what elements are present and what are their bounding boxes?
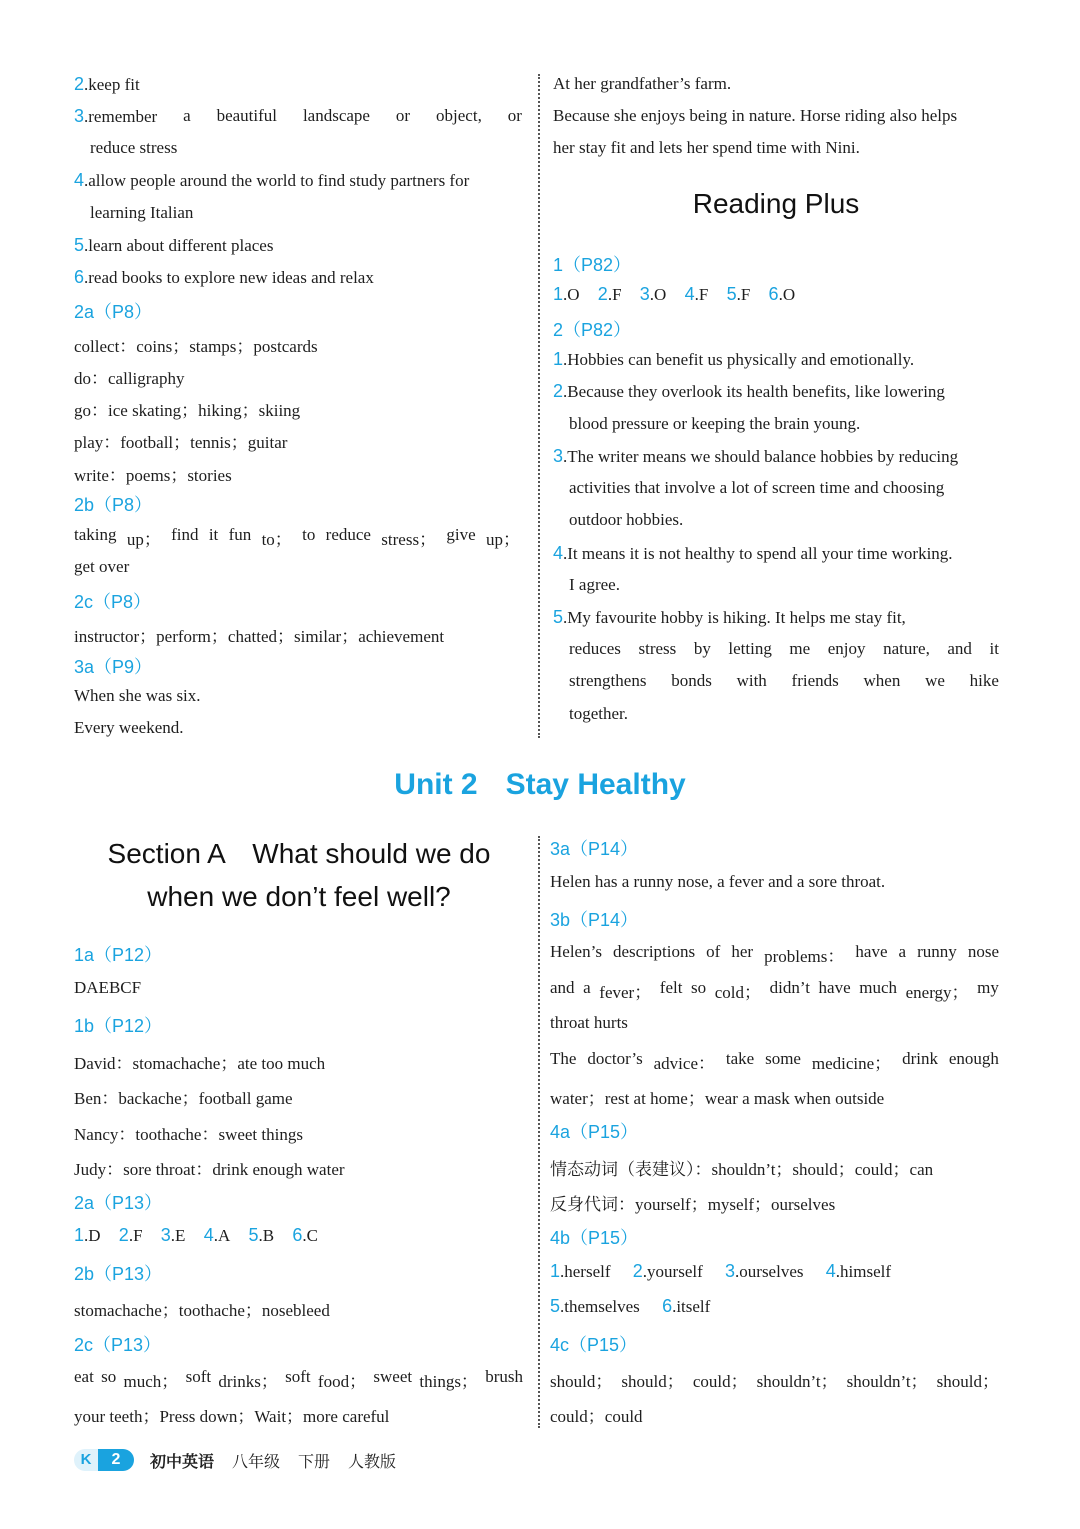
word: energy； xyxy=(905,983,969,1002)
item-number: 3 xyxy=(553,446,564,466)
answer-value: .F xyxy=(694,285,709,304)
answer-value: .itself xyxy=(672,1297,711,1316)
word: advice： xyxy=(653,1054,715,1073)
word: with xyxy=(736,671,767,690)
word: or xyxy=(395,106,411,125)
page-footer xyxy=(74,1447,414,1473)
answer-continuation xyxy=(569,671,999,691)
item-number: 2 xyxy=(118,1225,129,1245)
answer-line xyxy=(74,106,522,127)
word: drink xyxy=(902,1049,938,1068)
answer-continuation: get over xyxy=(74,557,130,576)
word: to xyxy=(302,525,316,544)
word: find xyxy=(171,525,199,544)
answer-line xyxy=(550,942,999,967)
answer-line: Helen has a runny nose, a fever and a sore throat. xyxy=(550,872,886,891)
item-number: 6 xyxy=(74,267,85,287)
section-heading-line: when we don’t feel well? xyxy=(147,881,451,912)
book-logo-letter: K xyxy=(74,1449,98,1471)
word: soft xyxy=(285,1367,311,1386)
unit-name: Stay Healthy xyxy=(505,768,686,801)
item-number: 4 xyxy=(74,170,85,190)
word: should； xyxy=(621,1372,684,1391)
answer-continuation: together. xyxy=(569,704,629,723)
answer-line: water；rest at home；wear a mask when outside xyxy=(550,1089,885,1108)
section-label-3a: 3a（P14） xyxy=(550,839,639,859)
word: give xyxy=(446,525,476,544)
item-number: 1 xyxy=(74,1225,85,1245)
answer-text: .learn about different places xyxy=(84,236,274,255)
item-number: 6 xyxy=(662,1296,673,1316)
word: stress xyxy=(638,639,677,658)
answer-value: .B xyxy=(258,1226,275,1245)
answer-continuation: activities that involve a lot of screen time and choosing xyxy=(569,478,945,497)
word: enough xyxy=(948,1049,999,1068)
item-number: 5 xyxy=(553,607,564,627)
section-label-1: 1（P82） xyxy=(553,255,632,275)
word: object, xyxy=(436,106,482,125)
answer-item xyxy=(769,285,796,304)
answer-row xyxy=(550,1296,710,1317)
answer-line: When she was six. xyxy=(74,686,201,705)
word: much xyxy=(859,978,898,997)
answer-item xyxy=(553,285,580,304)
answer-continuation: could；could xyxy=(550,1407,643,1426)
section-label-3b: 3b（P14） xyxy=(550,910,639,930)
word: felt xyxy=(659,978,683,997)
answer-line: collect：coins；stamps；postcards xyxy=(74,337,318,356)
word: or xyxy=(507,106,522,125)
word: have xyxy=(855,942,888,961)
item-number: 4 xyxy=(684,284,695,304)
section-label-4b: 4b（P15） xyxy=(550,1228,639,1248)
word: shouldn’t； xyxy=(846,1372,928,1391)
answer-text: .The writer means we should balance hobbies by reducing xyxy=(563,447,959,466)
answer-text: .My favourite hobby is hiking. It helps me stay fit, xyxy=(563,608,906,627)
column-divider-bottom xyxy=(538,836,540,1428)
word: up； xyxy=(485,530,520,549)
word: things； xyxy=(419,1372,478,1391)
word: of xyxy=(706,942,721,961)
answer-line: Because she enjoys being in nature. Horse riding also helps xyxy=(553,106,958,125)
section-label-2b: 2b（P13） xyxy=(74,1264,163,1284)
word: enjoy xyxy=(827,639,866,658)
answer-line: instructor；perform；chatted；similar；achievement xyxy=(74,627,445,646)
answer-value: .yourself xyxy=(642,1262,703,1281)
word: much； xyxy=(123,1372,179,1391)
answer-line xyxy=(553,543,953,564)
answer-line xyxy=(74,525,520,550)
answer-line: do：calligraphy xyxy=(74,369,185,388)
answer-line: her stay fit and lets her spend time with Nini. xyxy=(553,138,860,157)
answer-item xyxy=(161,1226,186,1245)
column-divider-top xyxy=(538,74,540,738)
word: taking xyxy=(74,525,117,544)
answer-value: .F xyxy=(607,285,622,304)
answer-text: .keep fit xyxy=(84,75,140,94)
answer-line xyxy=(550,1049,999,1074)
item-number: 1 xyxy=(553,284,564,304)
answer-value: .O xyxy=(778,285,796,304)
word: strengthens xyxy=(569,671,647,690)
answer-line xyxy=(74,74,140,95)
answer-line: Judy：sore throat：drink enough water xyxy=(74,1160,345,1179)
answer-line xyxy=(74,170,469,191)
section-label-2a: 2a（P13） xyxy=(74,1193,163,1213)
answer-line xyxy=(550,978,999,1003)
answer-line xyxy=(550,1367,999,1392)
answer-line xyxy=(74,1367,523,1392)
item-number: 4 xyxy=(553,543,564,563)
word: hike xyxy=(969,671,999,690)
word: a xyxy=(898,942,907,961)
answer-line xyxy=(553,607,906,628)
word: when xyxy=(863,671,901,690)
section-label-2a: 2a（P8） xyxy=(74,302,153,322)
answer-text: .Hobbies can benefit us physically and emotionally. xyxy=(563,350,915,369)
answer-item xyxy=(598,285,622,304)
answer-item xyxy=(74,1226,101,1245)
item-number: 2 xyxy=(74,74,85,94)
answer-line: At her grandfather’s farm. xyxy=(553,74,732,93)
word: The xyxy=(550,1049,577,1068)
answer-item xyxy=(248,1226,274,1245)
word: food； xyxy=(317,1372,367,1391)
answer-line: throat hurts xyxy=(550,1013,628,1032)
item-number: 6 xyxy=(292,1225,303,1245)
answer-line: Ben：backache；football game xyxy=(74,1089,293,1108)
item-number: 5 xyxy=(726,284,737,304)
word: Helen’s xyxy=(550,942,602,961)
item-number: 2 xyxy=(632,1261,643,1281)
item-number: 3 xyxy=(725,1261,736,1281)
item-number: 5 xyxy=(74,235,85,255)
answer-item xyxy=(204,1226,231,1245)
answer-value: .A xyxy=(213,1226,231,1245)
answer-item xyxy=(826,1262,891,1281)
word: it xyxy=(208,525,219,544)
word: some xyxy=(765,1049,801,1068)
word: fun xyxy=(228,525,252,544)
word: didn’t xyxy=(769,978,810,997)
answer-line: Every weekend. xyxy=(74,718,184,737)
item-number: 4 xyxy=(825,1261,836,1281)
word: take xyxy=(725,1049,755,1068)
footer-grade: 八年级 xyxy=(232,1451,281,1471)
answer-value: .themselves xyxy=(560,1297,640,1316)
item-number: 6 xyxy=(768,284,779,304)
word: bonds xyxy=(671,671,712,690)
answer-text: .allow people around the world to find study partners for xyxy=(84,171,470,190)
word: problems： xyxy=(764,947,845,966)
answer-item xyxy=(292,1226,318,1245)
word: should； xyxy=(550,1372,613,1391)
answer-text: .It means it is not healthy to spend all your time working. xyxy=(563,544,953,563)
section-label-2c: 2c（P8） xyxy=(74,592,152,612)
word: up； xyxy=(126,530,161,549)
section-label-4a: 4a（P15） xyxy=(550,1122,639,1142)
answer-value: .F xyxy=(128,1226,143,1245)
footer-edition: 人教版 xyxy=(348,1451,397,1471)
answer-item xyxy=(725,1262,803,1281)
word: friends xyxy=(791,671,839,690)
answer-line: DAEBCF xyxy=(74,978,142,997)
item-number: 1 xyxy=(553,349,564,369)
word: sweet xyxy=(373,1367,413,1386)
section-heading-line: Section A What should we do xyxy=(107,838,491,869)
word: brush xyxy=(485,1367,523,1386)
word: by xyxy=(693,639,711,658)
answer-line: Nancy：toothache：sweet things xyxy=(74,1125,303,1144)
answer-item xyxy=(119,1226,143,1245)
word: a xyxy=(583,978,591,997)
answer-line: 情态动词（表建议）：shouldn’t；should；could；can xyxy=(550,1160,934,1179)
word: eat xyxy=(74,1367,94,1386)
answer-value: .himself xyxy=(835,1262,892,1281)
section-label-3a: 3a（P9） xyxy=(74,657,153,677)
answer-continuation: blood pressure or keeping the brain young. xyxy=(569,414,861,433)
word: runny xyxy=(917,942,957,961)
item-number: 3 xyxy=(160,1225,171,1245)
word: a xyxy=(183,106,191,125)
word: fever； xyxy=(599,983,652,1002)
answer-continuation xyxy=(569,639,999,659)
answer-text: .read books to explore new ideas and relax xyxy=(84,268,374,287)
word: drinks； xyxy=(218,1372,278,1391)
word: nature, xyxy=(883,639,930,658)
word: to； xyxy=(261,530,292,549)
answer-value: .ourselves xyxy=(735,1262,804,1281)
answer-item xyxy=(727,285,751,304)
answer-item xyxy=(550,1262,611,1281)
page-badge xyxy=(74,1449,134,1471)
unit-title xyxy=(0,768,1080,802)
answer-line: stomachache；toothache；nosebleed xyxy=(74,1301,330,1320)
answer-continuation: I agree. xyxy=(569,575,620,594)
word: beautiful xyxy=(216,106,278,125)
answer-line: write：poems；stories xyxy=(74,466,232,485)
word: her xyxy=(731,942,754,961)
answer-item xyxy=(550,1297,640,1316)
word: we xyxy=(925,671,945,690)
answer-continuation: outdoor hobbies. xyxy=(569,510,684,529)
word: reduce xyxy=(325,525,371,544)
item-number: 3 xyxy=(639,284,650,304)
answer-item xyxy=(640,285,667,304)
footer-subject: 初中英语 xyxy=(150,1451,215,1471)
item-number: 5 xyxy=(248,1225,259,1245)
word: my xyxy=(977,978,999,997)
section-label-2c: 2c（P13） xyxy=(74,1335,162,1355)
answer-value: .herself xyxy=(560,1262,611,1281)
answer-line: 反身代词：yourself；myself；ourselves xyxy=(550,1195,836,1214)
answer-line: David：stomachache；ate too much xyxy=(74,1054,326,1073)
word: doctor’s xyxy=(587,1049,643,1068)
word: soft xyxy=(185,1367,212,1386)
answer-line xyxy=(553,349,914,370)
word: .remember xyxy=(84,107,158,126)
word: reduces xyxy=(569,639,621,658)
answer-value: .F xyxy=(736,285,751,304)
footer-volume: 下册 xyxy=(298,1451,331,1471)
answer-continuation: your teeth；Press down；Wait；more careful xyxy=(74,1407,390,1426)
word: so xyxy=(101,1367,117,1386)
answer-line xyxy=(74,235,273,256)
word: and xyxy=(550,978,575,997)
word: it xyxy=(989,639,999,658)
word: so xyxy=(691,978,707,997)
answer-row xyxy=(553,284,809,305)
word: landscape xyxy=(302,106,370,125)
word: cold； xyxy=(714,983,762,1002)
section-label-1b: 1b（P12） xyxy=(74,1016,163,1036)
answer-row xyxy=(74,1225,332,1246)
section-label-2: 2（P82） xyxy=(553,320,632,340)
answer-value: .D xyxy=(84,1226,101,1245)
word: stress； xyxy=(381,530,437,549)
item-number: 4 xyxy=(203,1225,214,1245)
item-number: 2 xyxy=(597,284,608,304)
item-number: 3 xyxy=(74,106,85,126)
word: and xyxy=(947,639,972,658)
answer-item xyxy=(633,1262,703,1281)
section-label-4c: 4c（P15） xyxy=(550,1335,638,1355)
item-number: 2 xyxy=(553,381,564,401)
word: medicine； xyxy=(811,1054,892,1073)
word: could； xyxy=(692,1372,748,1391)
answer-line: go：ice skating；hiking；skiing xyxy=(74,401,301,420)
answer-item xyxy=(662,1297,710,1316)
item-number: 1 xyxy=(550,1261,561,1281)
section-label-2b: 2b（P8） xyxy=(74,495,153,515)
answer-line xyxy=(553,381,945,402)
answer-value: .E xyxy=(170,1226,186,1245)
word: have xyxy=(818,978,851,997)
answer-value: .O xyxy=(563,285,580,304)
answer-text: .Because they overlook its health benefits, like lowering xyxy=(563,382,945,401)
answer-item xyxy=(685,285,709,304)
answer-line xyxy=(553,446,958,467)
word: letting xyxy=(728,639,772,658)
answer-row xyxy=(550,1261,891,1282)
reading-plus-heading: Reading Plus xyxy=(692,188,860,219)
answer-line: play：football；tennis；guitar xyxy=(74,433,288,452)
word: nose xyxy=(967,942,999,961)
word: me xyxy=(789,639,811,658)
section-heading xyxy=(74,832,524,918)
item-number: 5 xyxy=(550,1296,561,1316)
word: should； xyxy=(936,1372,999,1391)
answer-value: .O xyxy=(649,285,667,304)
word: shouldn’t； xyxy=(756,1372,838,1391)
word: descriptions xyxy=(612,942,696,961)
page-number: 2 xyxy=(98,1449,134,1471)
answer-value: .C xyxy=(302,1226,318,1245)
section-label-1a: 1a（P12） xyxy=(74,945,163,965)
answer-line xyxy=(74,267,374,288)
answer-continuation: learning Italian xyxy=(90,203,194,222)
unit-number: Unit 2 xyxy=(394,768,478,801)
answer-continuation: reduce stress xyxy=(90,138,178,157)
